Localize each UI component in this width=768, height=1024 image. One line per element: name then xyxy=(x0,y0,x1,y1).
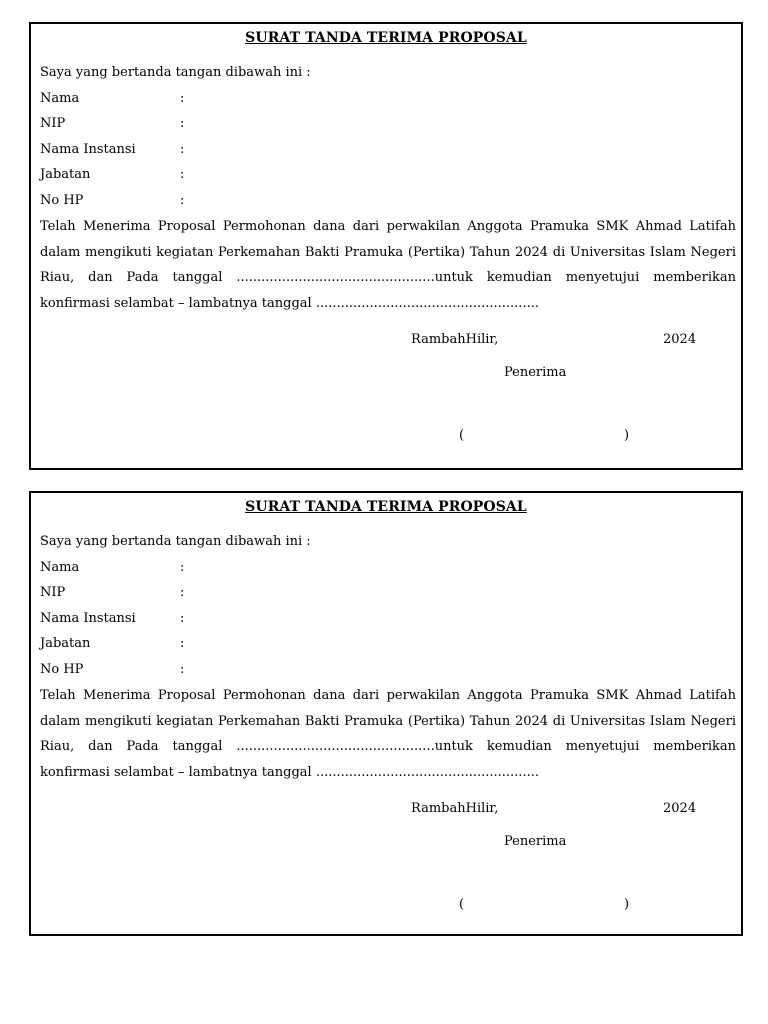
field-jabatan xyxy=(40,167,184,183)
receipt-form-2 xyxy=(29,491,743,936)
receipt-body-text: Telah Menerima Proposal Permohonan dana dari perwakilan Anggota Pramuka SMK Ahmad Latifah dalam mengikuti kegiatan Perkemahan Bakti Pramuka (Pertika) Tahun 2024 di Universitas Islam Negeri Riau, dan Pada tanggal ................................................untuk kemudian menyetujui memberikan konfirmasi selambat – lambatnya tanggal ...................................................... xyxy=(40,219,736,311)
signature-paren-close: ) xyxy=(624,897,630,912)
field-nama-instansi xyxy=(40,142,184,158)
field-label: Jabatan xyxy=(40,167,91,182)
field-separator: : xyxy=(180,167,185,182)
field-separator: : xyxy=(180,142,185,157)
signature-paren-open: ( xyxy=(459,428,465,443)
field-separator: : xyxy=(180,560,185,575)
signature-role: Penerima xyxy=(504,834,567,849)
field-nip xyxy=(40,116,184,132)
field-label: Nama Instansi xyxy=(40,142,136,157)
receipt-intro: Saya yang bertanda tangan dibawah ini : xyxy=(40,534,311,549)
field-label: Nama Instansi xyxy=(40,611,136,626)
field-nip xyxy=(40,585,184,601)
signature-place: RambahHilir, xyxy=(411,332,499,347)
field-label: Nama xyxy=(40,560,80,575)
receipt-title: SURAT TANDA TERIMA PROPOSAL xyxy=(245,499,527,515)
field-no-hp xyxy=(40,662,184,678)
field-separator: : xyxy=(180,585,185,600)
field-label: No HP xyxy=(40,193,84,208)
field-separator: : xyxy=(180,91,185,106)
field-nama-instansi xyxy=(40,611,184,627)
signature-year: 2024 xyxy=(663,801,697,816)
field-separator: : xyxy=(180,193,185,208)
field-no-hp xyxy=(40,193,184,209)
field-label: NIP xyxy=(40,116,66,131)
field-separator: : xyxy=(180,116,185,131)
field-nama xyxy=(40,560,184,576)
signature-paren-open: ( xyxy=(459,897,465,912)
receipt-intro: Saya yang bertanda tangan dibawah ini : xyxy=(40,65,311,80)
signature-place: RambahHilir, xyxy=(411,801,499,816)
receipt-title: SURAT TANDA TERIMA PROPOSAL xyxy=(245,30,527,46)
receipt-body-text: Telah Menerima Proposal Permohonan dana dari perwakilan Anggota Pramuka SMK Ahmad Latifah dalam mengikuti kegiatan Perkemahan Bakti Pramuka (Pertika) Tahun 2024 di Universitas Islam Negeri Riau, dan Pada tanggal ................................................untuk kemudian menyetujui memberikan konfirmasi selambat – lambatnya tanggal ...................................................... xyxy=(40,688,736,780)
field-jabatan xyxy=(40,636,184,652)
signature-paren-close: ) xyxy=(624,428,630,443)
field-separator: : xyxy=(180,611,185,626)
signature-year: 2024 xyxy=(663,332,697,347)
field-label: Nama xyxy=(40,91,80,106)
receipt-form-1 xyxy=(29,22,743,470)
field-nama xyxy=(40,91,184,107)
field-label: Jabatan xyxy=(40,636,91,651)
field-separator: : xyxy=(180,636,185,651)
field-label: No HP xyxy=(40,662,84,677)
signature-role: Penerima xyxy=(504,365,567,380)
field-separator: : xyxy=(180,662,185,677)
field-label: NIP xyxy=(40,585,66,600)
